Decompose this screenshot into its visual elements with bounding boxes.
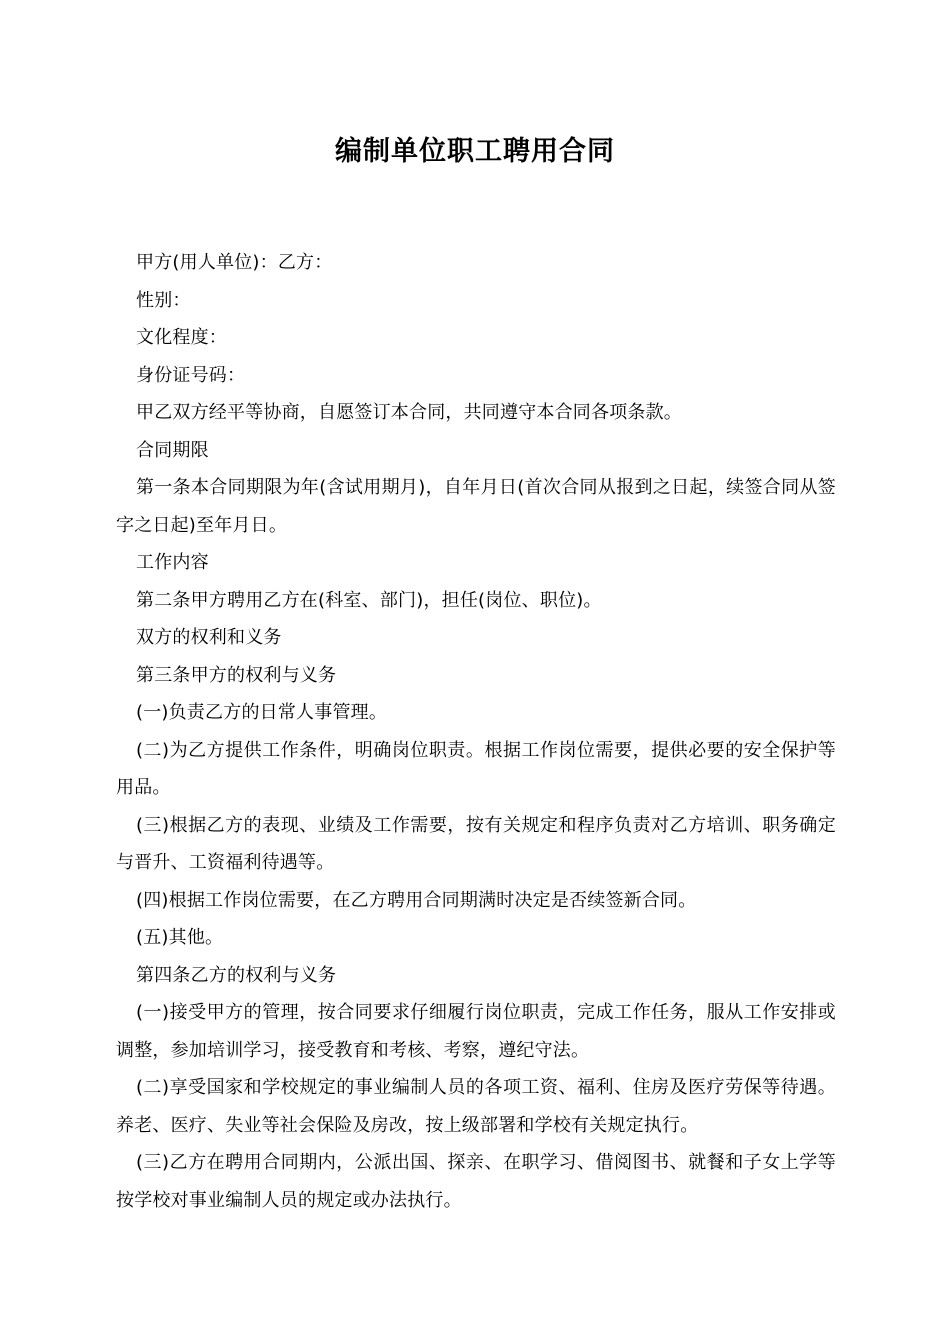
- preamble-paragraph: 甲乙双方经平等协商，自愿签订本合同，共同遵守本合同各项条款。: [136, 402, 682, 423]
- document-body: [116, 244, 836, 1219]
- article-3-item-1: (一)负责乙方的日常人事管理。: [136, 702, 388, 723]
- article-3-heading: 第三条甲方的权利与义务: [136, 664, 337, 686]
- document-title: 编制单位职工聘用合同: [335, 136, 615, 167]
- section-heading-rights: 双方的权利和义务: [136, 627, 282, 648]
- gender-line: 性别：: [136, 289, 191, 311]
- education-line: 文化程度：: [136, 327, 227, 348]
- section-heading-term: 合同期限: [136, 439, 209, 461]
- section-heading-work: 工作内容: [136, 552, 209, 573]
- article-3-item-3: (三)根据乙方的表现、业绩及工作需要，按有关规定和程序负责对乙方培训、职务确定与晋升、工资福利待遇等。: [116, 814, 836, 873]
- article-4-item-1: (一)接受甲方的管理，按合同要求仔细履行岗位职责，完成工作任务，服从工作安排或调整，参加培训学习，接受教育和考核、考察，遵纪守法。: [116, 1002, 836, 1061]
- article-2: 第二条甲方聘用乙方在(科室、部门)，担任(岗位、职位)。: [136, 589, 602, 611]
- article-4-item-2: (二)享受国家和学校规定的事业编制人员的各项工资、福利、住房及医疗劳保等待遇。养老、医疗、失业等社会保险及房改，按上级部署和学校有关规定执行。: [116, 1077, 836, 1136]
- article-3-item-4: (四)根据工作岗位需要，在乙方聘用合同期满时决定是否续签新合同。: [136, 889, 697, 911]
- article-4-item-3: (三)乙方在聘用合同期内，公派出国、探亲、在职学习、借阅图书、就餐和子女上学等按学校对事业编制人员的规定或办法执行。: [116, 1152, 836, 1211]
- id-number-line: 身份证号码：: [136, 364, 246, 386]
- article-4-heading: 第四条乙方的权利与义务: [136, 964, 337, 986]
- article-1: 第一条本合同期限为年(含试用期月)，自年月日(首次合同从报到之日起，续签合同从签字之日起)至年月日。: [116, 477, 836, 536]
- party-info-line: 甲方(用人单位)：乙方：: [136, 252, 333, 273]
- article-3-item-2: (二)为乙方提供工作条件，明确岗位职责。根据工作岗位需要，提供必要的安全保护等用品。: [116, 739, 836, 798]
- article-3-item-5: (五)其他。: [136, 927, 224, 948]
